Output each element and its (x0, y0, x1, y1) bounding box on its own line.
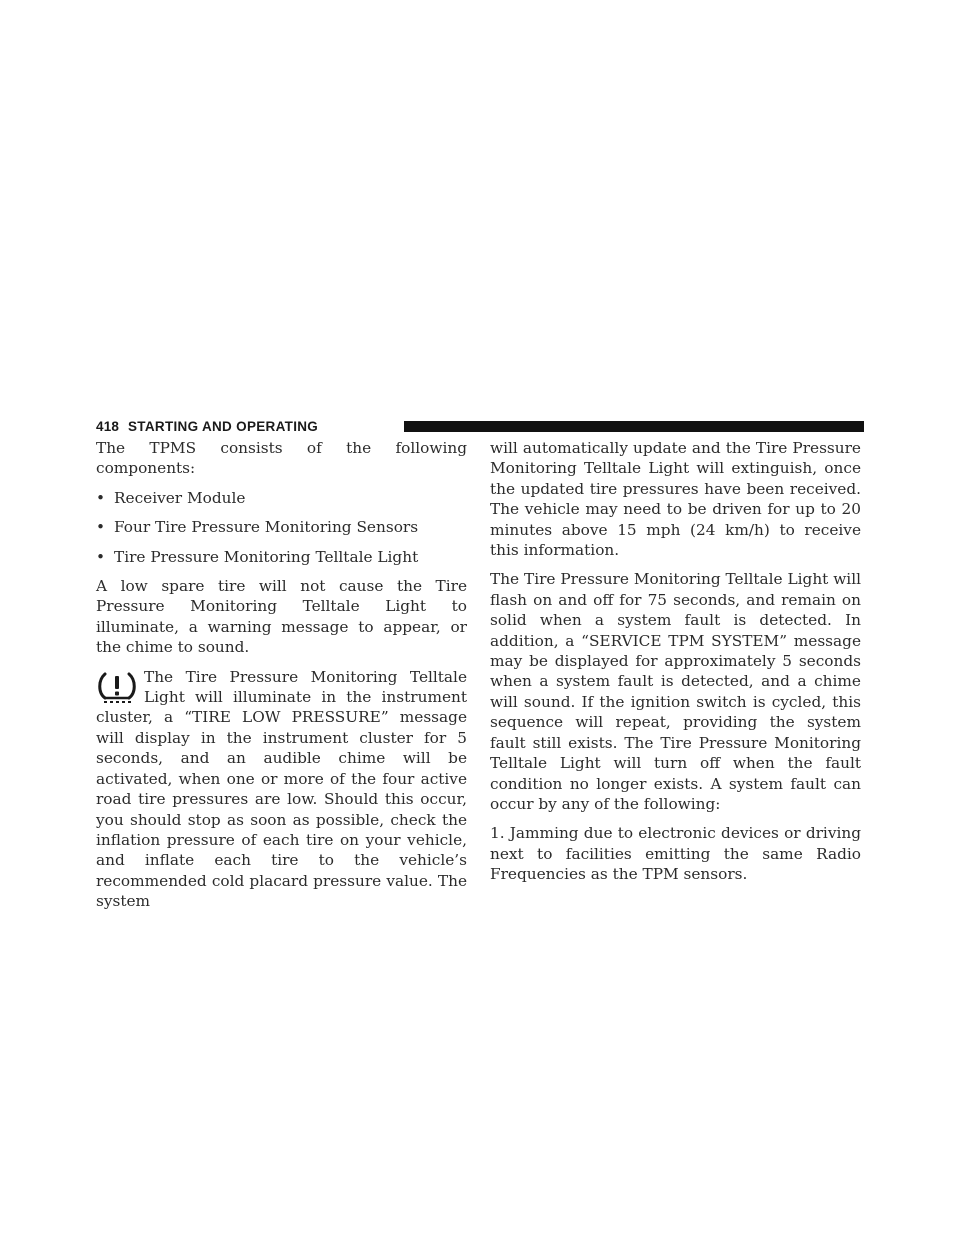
intro-paragraph: The TPMS consists of the following components: (96, 439, 467, 478)
left-column (96, 438, 467, 921)
list-item-text: Receiver Module (114, 488, 246, 507)
list-item (96, 488, 467, 508)
warning-paragraph-block (96, 667, 467, 912)
page-header (96, 418, 864, 435)
fault-item-1: 1. Jamming due to electronic devices or driving next to facilities emitting the same Radio Frequencies as the TPM sensors. (490, 824, 861, 884)
continued-paragraph: will automatically update and the Tire Pressure Monitoring Telltale Light will extinguish, once the updated tire pressures have been received. The vehicle may need to be driven for up to 20 minutes above 15 mph (24 km/h) to receive this information. (490, 439, 861, 560)
system-fault-paragraph: The Tire Pressure Monitoring Telltale Light will flash on and off for 75 seconds, and remain on solid when a system fault is detected. In addition, a “SERVICE TPM SYSTEM” message may be displayed for approximately 5 seconds when a system fault is detected, and a chime will sound. If the ignition switch is cycled, this sequence will repeat, providing the system fault still exists. The Tire Pressure Monitoring Telltale Light will turn off when the fault condition no longer exists. A system fault can occur by any of the following: (490, 570, 861, 813)
section-title: STARTING AND OPERATING (128, 419, 319, 434)
list-item-text: Tire Pressure Monitoring Telltale Light (114, 547, 419, 566)
page-number: 418 (96, 419, 120, 434)
bullet-icon: • (96, 518, 106, 537)
warning-paragraph: The Tire Pressure Monitoring Telltale Light will illuminate in the instrument cluster, a “TIRE LOW PRESSURE” message will display in the instrument cluster for 5 seconds, and an audible chime will be activated, when one or more of the four active road tire pressures are low. Should this occur, you should stop as soon as possible, check the inflation pressure of each tire on your vehicle, and inflate each tire to the vehicle’s recommended cold placard pressure value. The system (96, 667, 467, 911)
bullet-icon: • (96, 547, 106, 566)
spare-tire-paragraph: A low spare tire will not cause the Tire Pressure Monitoring Telltale Light to illuminate, a warning message to appear, or the chime to sound. (96, 577, 467, 657)
right-column (490, 438, 861, 894)
tire-pressure-warning-icon (96, 671, 138, 705)
list-item-text: Four Tire Pressure Monitoring Sensors (114, 518, 419, 537)
header-rule (404, 421, 864, 432)
list-item (96, 547, 467, 567)
list-item (96, 517, 467, 537)
bullet-icon: • (96, 488, 106, 507)
